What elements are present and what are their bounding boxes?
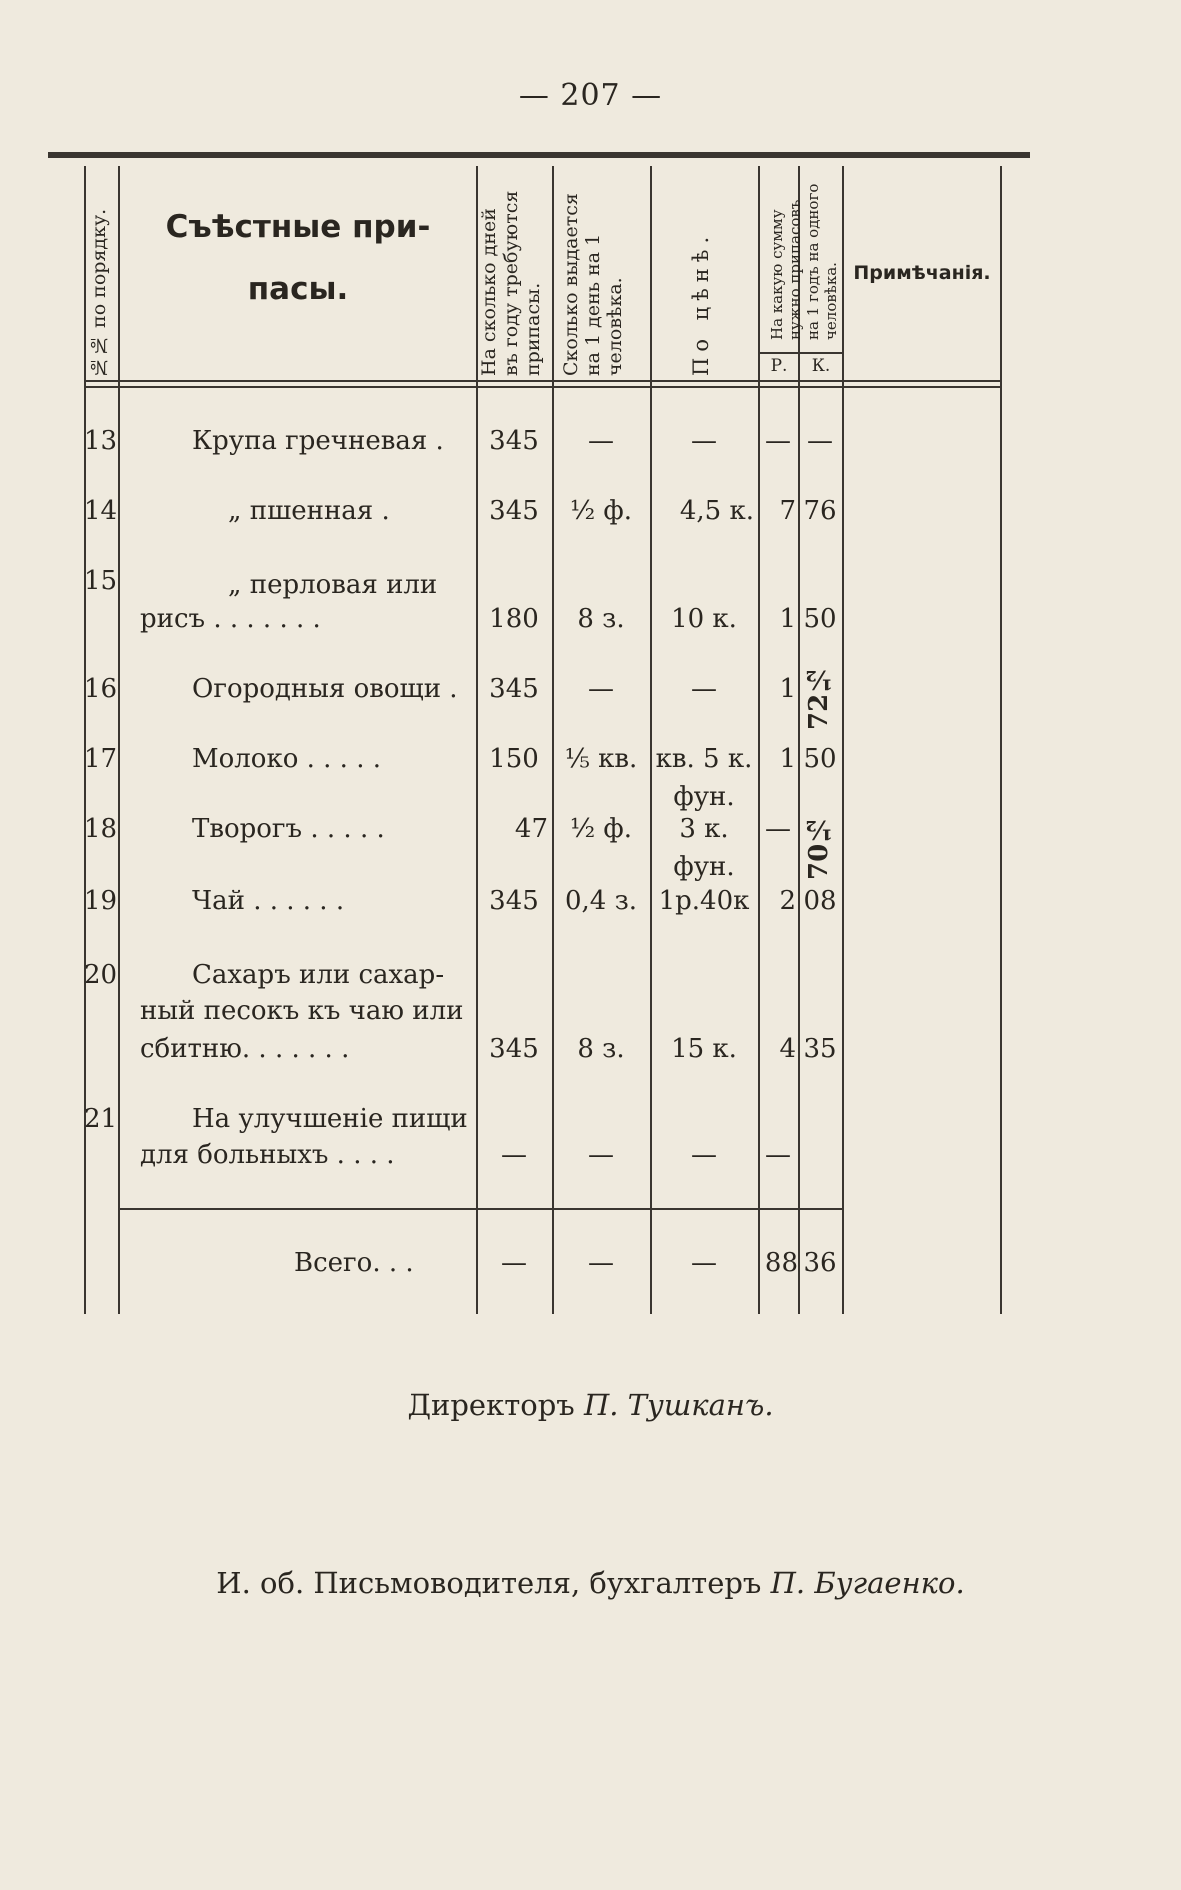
director-signature [0,1388,1181,1422]
header-rule [84,380,1000,382]
row-item-line: ный песокъ къ чаю или [140,996,464,1026]
row-kop: 08 [803,886,837,916]
total-rule [476,1208,842,1210]
total-rub: 88 [764,1248,798,1278]
row-item: Чай . . . . . . [192,886,345,916]
row-daily: — [588,674,614,704]
row-daily: 8 з. [577,1034,625,1064]
row-daily: ½ ф. [569,496,633,526]
header-col-days: На сколько дней въ году требуются припасы. [478,190,544,376]
row-price: — [691,426,717,456]
row-kop: 50 [803,744,837,774]
row-price-unit: фун. [673,852,735,882]
row-days: 345 [489,426,539,456]
col-line [84,166,86,1314]
row-item: „ пшенная . [228,496,390,526]
row-days: 180 [489,604,539,634]
row-rub: — [765,426,791,456]
page-number: — 207 — [518,78,663,113]
total-days: — [501,1248,527,1278]
merged-kop-value: 70½ [804,813,834,880]
row-item-line: Сахаръ или сахар- [192,960,445,990]
row-rub: 1 [779,744,796,774]
row-daily: 0,4 з. [564,886,638,916]
row-price: 3 к. [679,814,729,844]
sum-subheader-rule [758,352,842,354]
row-item: Крупа гречневая . [192,426,444,456]
row-rub: — [765,1140,791,1170]
row-rub: 1 [779,604,796,634]
col-line [118,166,120,1314]
director-name: П. Тушканъ. [583,1388,774,1422]
row-daily: 8 з. [577,604,625,634]
row-price: 1р.40к [658,886,750,916]
header-col-number: №№ по порядку. [88,208,110,378]
row-price: — [691,1140,717,1170]
top-rule [48,152,1030,158]
row-days: — [501,1140,527,1170]
row-days: 345 [489,886,539,916]
row-item: Творогъ . . . . . [192,814,385,844]
row-number: 16 [84,674,118,704]
header-col-sum: На какую сумму нужно припасовъ на 1 годъ на одного человѣка. [768,183,840,340]
row-item-line: для больныхъ . . . . [140,1140,395,1170]
row-days: 47 [514,814,548,844]
col-line [842,166,844,1314]
row-kop: 35 [803,1034,837,1064]
row-item-line: рисъ . . . . . . . [140,604,321,634]
clerk-name: П. Бугаенко. [770,1566,965,1600]
row-number: 14 [84,496,118,526]
row-rub: — [765,814,791,844]
row-number: 18 [84,814,118,844]
row-number: 13 [84,426,118,456]
row-number: 15 [84,566,118,596]
total-kop: 36 [803,1248,837,1278]
total-daily: — [588,1248,614,1278]
header-col-price: По цѣнѣ. [689,230,713,376]
row-number: 19 [84,886,118,916]
row-kop: 76 [803,496,837,526]
header-rule [84,386,1000,388]
total-label: Всего. . . [294,1248,414,1278]
row-rub: 2 [779,886,796,916]
row-days: 345 [489,1034,539,1064]
row-price: 15 к. [671,1034,737,1064]
row-daily: — [588,426,614,456]
header-col-notes: Примѣчанія. [853,262,991,284]
director-title: Директоръ [407,1388,575,1422]
row-price: кв. 5 к. [655,744,753,774]
row-price: — [691,674,717,704]
row-kop: — [807,426,833,456]
row-item-line: „ перловая или [228,570,438,600]
header-col-item: Съѣстные при- пасы. [165,209,431,307]
total-rule [118,1208,476,1210]
row-number: 20 [84,960,118,990]
row-price-unit: фун. [673,782,735,812]
row-days: 150 [489,744,539,774]
row-item: Огородныя овощи . [192,674,458,704]
row-number: 17 [84,744,118,774]
clerk-signature [0,1566,1181,1600]
row-item: Молоко . . . . . [192,744,381,774]
row-days: 345 [489,674,539,704]
row-rub: 7 [779,496,796,526]
row-number: 21 [84,1104,118,1134]
row-rub: 1 [779,674,796,704]
merged-kop-value: 72½ [804,663,834,730]
header-col-daily: Сколько выдается на 1 день на 1 человѣка. [560,193,626,376]
row-price: 4,5 к. [679,496,754,526]
row-daily: ⅕ кв. [564,744,638,774]
row-item-line: На улучшеніе пищи [192,1104,468,1134]
header-kop: К. [811,356,831,376]
row-daily: ½ ф. [569,814,633,844]
row-kop: 50 [803,604,837,634]
row-price: 10 к. [671,604,737,634]
row-rub: 4 [779,1034,796,1064]
row-daily: — [588,1140,614,1170]
total-price: — [691,1248,717,1278]
row-days: 345 [489,496,539,526]
row-item-line: сбитню. . . . . . . [140,1034,350,1064]
clerk-title: И. об. Письмоводителя, бухгалтеръ [216,1566,762,1600]
header-rub: Р. [770,356,788,376]
